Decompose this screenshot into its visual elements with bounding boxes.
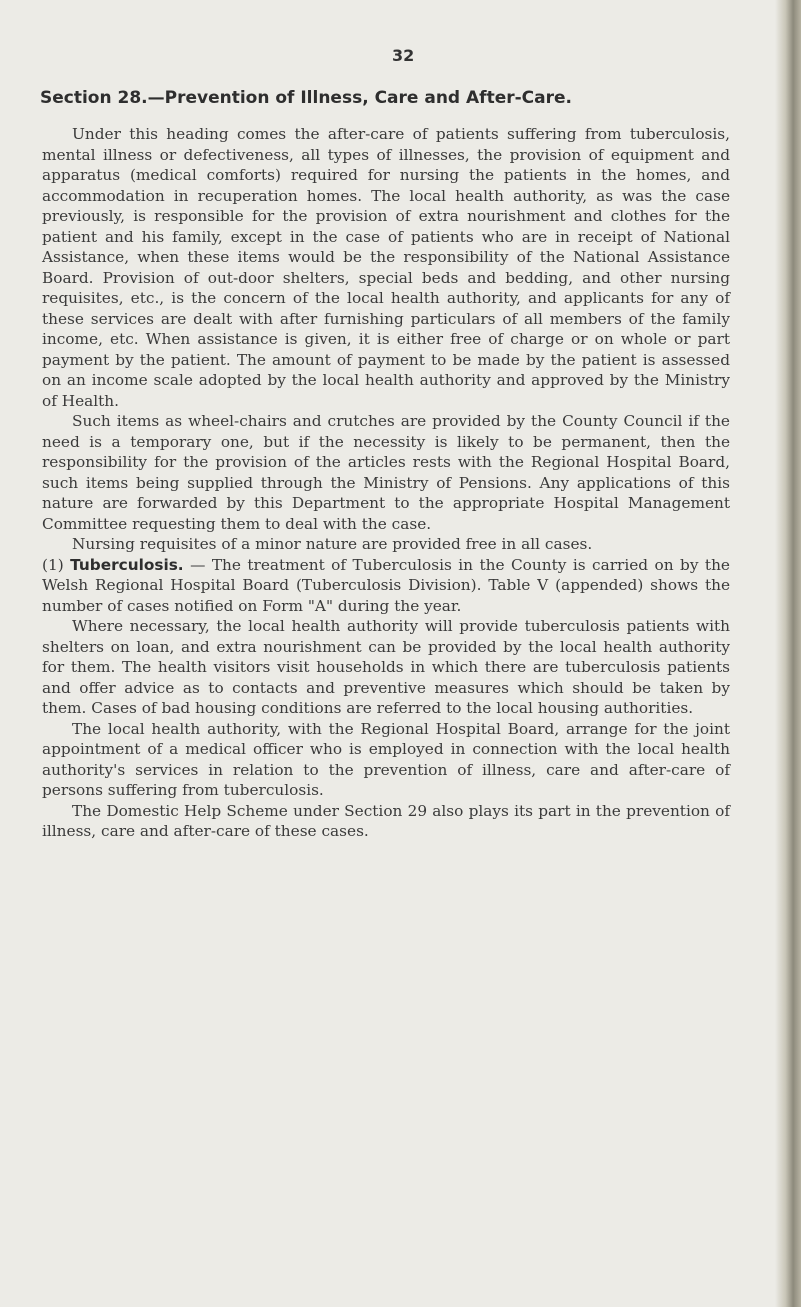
page-edge (775, 0, 801, 1307)
page-number: 32 (392, 46, 415, 65)
paragraph-after-care: Under this heading comes the after-care of patients suffering from tuberculosis, mental illness or defectiveness, all types of illnesses, the provision of equipment and apparatus (medical comforts) required for nursing the patients in the homes, and accommodation in recuperation homes. The local health authority, as was the case previously, is responsible for the provision of extra nourishment and clothes for the patient and his family, except in the case of patients who are in receipt of National Assistance, when these items would be the responsibility of the National Assistance Board. Provision of out-door shelters, special beds and bedding, and other nursing requisites, etc., is the concern of the local health authority, and applicants for any of these services are dealt with after furnishing particulars of all members of the family income, etc. When assistance is given, it is either free of charge or on whole or part payment by the patient. The amount of payment to be made by the patient is assessed on an income scale adopted by the local health authority and approved by the Ministry of Health. (42, 125, 730, 410)
paragraph-joint-appointment: The local health authority, with the Regional Hospital Board, arrange for the joint appointment of a medical officer who is employed in connection with the local health authority's services in relation to the prevention of illness, care and after-care of persons suffering from tuberculosis. (42, 719, 730, 799)
paragraph-tuberculosis (42, 555, 730, 617)
tuberculosis-subhead: Tuberculosis. (70, 555, 184, 574)
tuberculosis-text: — The treatment of Tuberculosis in the County is carried on by the Welsh Regional Hospital Board (Tuberculosis Division). Table V (appended) shows the number of cases notified on Form "A" during the year. (42, 555, 730, 615)
paragraph-wheel-chairs: Such items as wheel-chairs and crutches are provided by the County Council if the need is a temporary one, but if the necessity is likely to be permanent, then the responsibility for the provision of the articles rests with the Regional Hospital Board, such items being supplied through the Ministry of Pensions. Any applications of this nature are forwarded by this Department to the appropriate Hospital Management Committee requesting them to deal with the case. (42, 412, 730, 533)
paragraph-nursing-requisites: Nursing requisites of a minor nature are provided free in all cases. (72, 535, 593, 553)
tuberculosis-number: (1) (42, 555, 71, 574)
body-text (42, 124, 730, 842)
section-heading: Section 28.—Prevention of Illness, Care and After-Care. (40, 88, 572, 108)
paragraph-shelters: Where necessary, the local health authority will provide tuberculosis patients with shelters on loan, and extra nourishment can be provided by the local health authority for them. The health visitors visit households in which there are tuberculosis patients and offer advice as to contacts and preventive measures which should be taken by them. Cases of bad housing conditions are referred to the local housing authorities. (42, 617, 730, 717)
paragraph-domestic-help: The Domestic Help Scheme under Section 29 also plays its part in the prevention of illness, care and after-care of these cases. (42, 801, 730, 840)
